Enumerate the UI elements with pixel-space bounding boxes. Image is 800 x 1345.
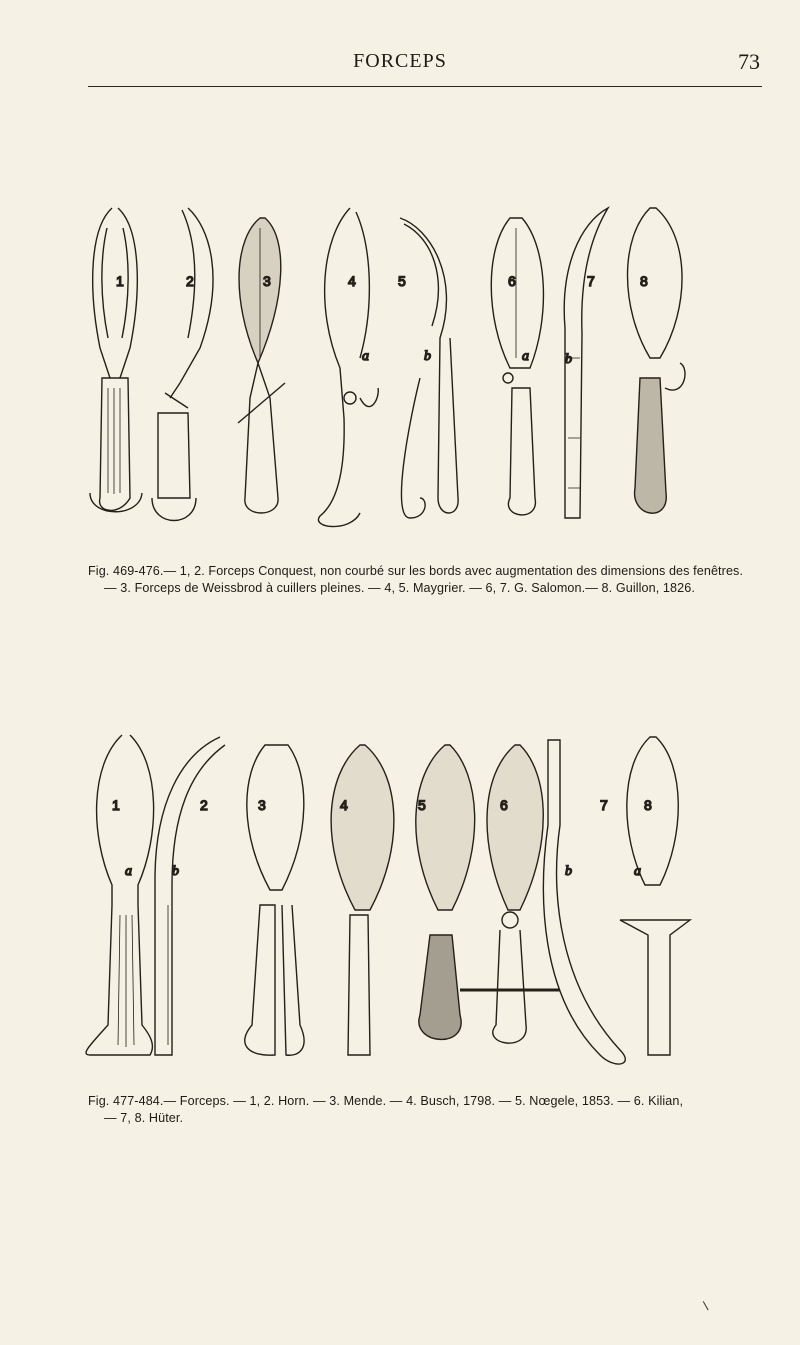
- forceps-illustration-8: [628, 208, 686, 513]
- forceps-illustration-b8: [620, 737, 690, 1055]
- forceps-figure-477-484: [60, 725, 740, 1070]
- label-bottom-4: 4: [340, 797, 348, 813]
- label-bottom-1: 1: [112, 797, 120, 813]
- forceps-illustration-5: [400, 218, 458, 518]
- letter-top-a-1: a: [362, 349, 369, 364]
- forceps-illustration-4: [318, 208, 378, 527]
- label-bottom-3: 3: [258, 797, 266, 813]
- forceps-illustration-3: [238, 218, 285, 513]
- header-rule: [88, 86, 762, 87]
- forceps-illustration-6: [491, 218, 543, 515]
- letter-top-a-2: a: [522, 349, 529, 364]
- caption-bottom-line-1: Fig. 477-484.— Forceps. — 1, 2. Horn. — 3. Mende. — 4. Busch, 1798. — 5. Nœgele, 1853. — 6. Kilian,: [88, 1094, 684, 1108]
- label-bottom-8: 8: [644, 797, 652, 813]
- forceps-illustration-1: [90, 208, 142, 512]
- label-top-1: 1: [116, 273, 124, 289]
- forceps-illustration-b4: [331, 745, 394, 1055]
- forceps-illustration-b7: [543, 740, 625, 1064]
- forceps-illustration-b6: [460, 745, 560, 1043]
- label-top-3: 3: [263, 273, 271, 289]
- label-top-6: 6: [508, 273, 516, 289]
- label-top-4: 4: [348, 273, 356, 289]
- label-bottom-5: 5: [418, 797, 426, 813]
- label-top-5: 5: [398, 273, 406, 289]
- caption-top-line-1: Fig. 469-476.— 1, 2. Forceps Conquest, non courbé sur les bords avec augmentation des dimensions des fenêtres.: [88, 564, 744, 578]
- label-bottom-7: 7: [600, 797, 608, 813]
- forceps-illustration-b2: [155, 737, 225, 1055]
- forceps-figure-469-476: [60, 198, 740, 538]
- letter-bottom-a-1: a: [125, 864, 132, 879]
- forceps-illustration-b5: [416, 745, 475, 1039]
- letter-top-b-1: b: [424, 349, 431, 364]
- label-bottom-2: 2: [200, 797, 208, 813]
- letter-bottom-b-2: b: [565, 864, 572, 879]
- figure-caption-477-484: [88, 1093, 778, 1127]
- caption-bottom-line-2: — 7, 8. Hüter.: [104, 1111, 184, 1125]
- label-top-2: 2: [186, 273, 194, 289]
- figure-caption-469-476: [88, 563, 778, 597]
- caption-top-line-2: — 3. Forceps de Weissbrod à cuillers pleines. — 4, 5. Maygrier. — 6, 7. G. Salomon.— 8. Guillon, 1826.: [104, 581, 695, 595]
- letter-top-b-2: b: [565, 352, 572, 367]
- running-header-title: FORCEPS: [353, 50, 447, 72]
- forceps-illustration-b3: [245, 745, 304, 1055]
- label-top-8: 8: [640, 273, 648, 289]
- letter-bottom-a-2: a: [634, 864, 641, 879]
- forceps-illustration-2: [152, 208, 213, 521]
- letter-bottom-b-1: b: [172, 864, 179, 879]
- forceps-illustration-b1: [86, 735, 154, 1055]
- label-bottom-6: 6: [500, 797, 508, 813]
- page-number: 73: [738, 49, 760, 74]
- stray-ink-mark: [703, 1300, 711, 1311]
- label-top-7: 7: [587, 273, 595, 289]
